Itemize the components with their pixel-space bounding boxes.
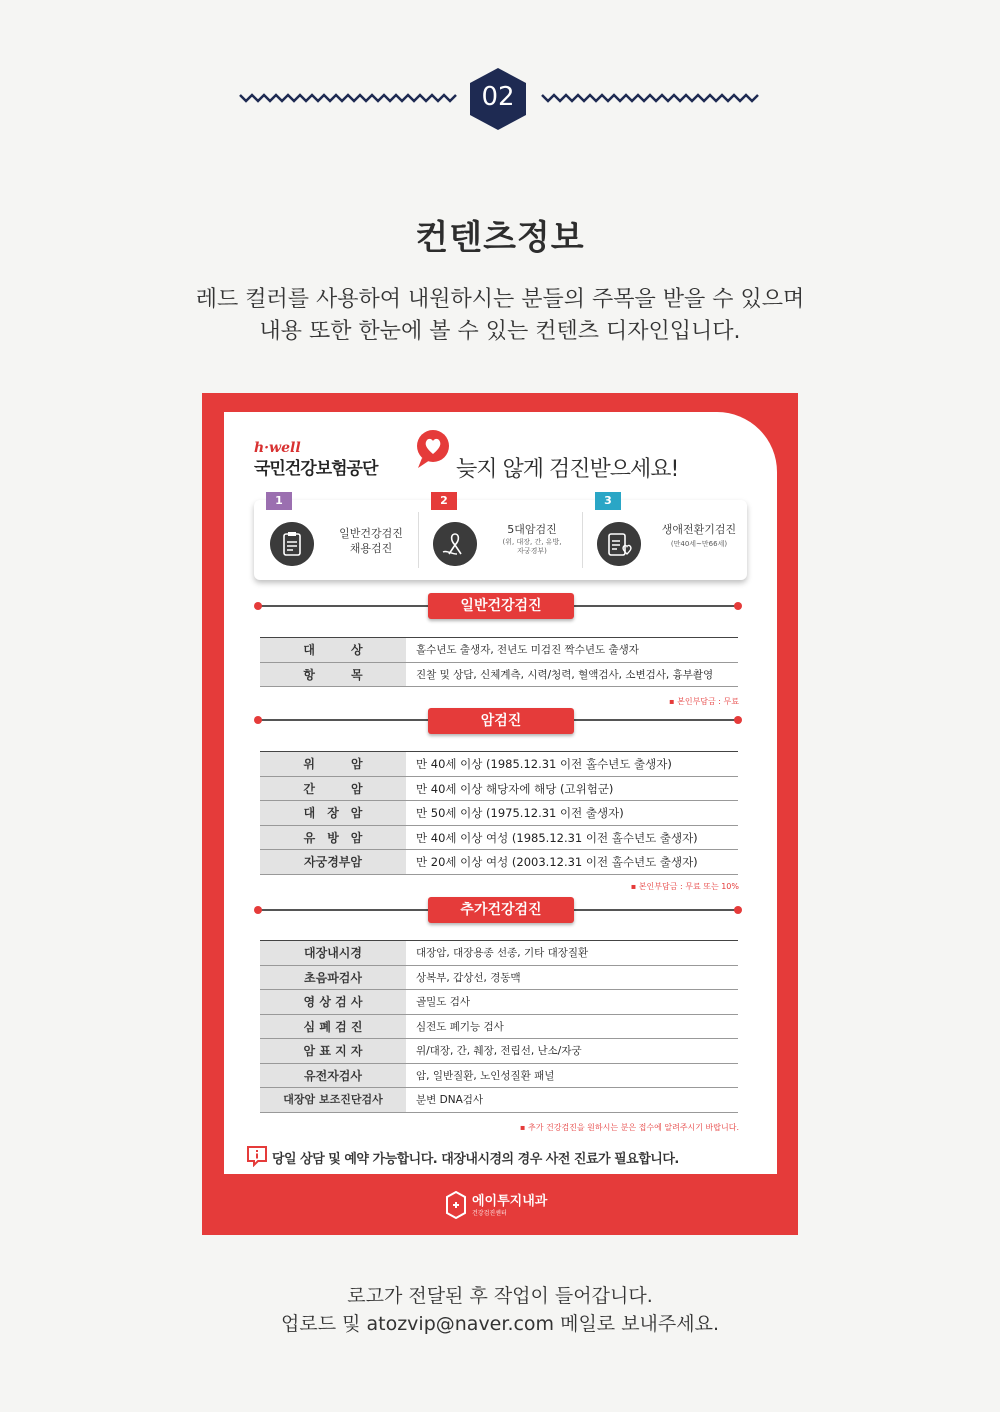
- table-row: [260, 777, 738, 802]
- category-label-line2: 채용검진: [349, 542, 393, 555]
- category-3: [583, 494, 747, 580]
- dot: [734, 716, 742, 724]
- table-row: [260, 941, 738, 966]
- dot: [254, 602, 262, 610]
- extra-note: ▪ 추가 건강검진을 원하시는 분은 접수에 알려주시기 바랍니다.: [520, 1123, 739, 1132]
- row-value: 대장암, 대장용종 선종, 기타 대장질환: [416, 947, 589, 959]
- info-icon: [246, 1145, 268, 1167]
- row-key: 유전자검사: [260, 1064, 406, 1088]
- row-value: 암, 일반질환, 노인성질환 패널: [416, 1069, 555, 1082]
- table-row: [260, 1064, 738, 1089]
- category-number: 3: [595, 492, 621, 510]
- category-label: 5대암검진: [507, 523, 557, 536]
- general-table: [260, 637, 738, 687]
- row-value: 분변 DNA검사: [416, 1094, 484, 1106]
- row-value: 만 20세 이상 여성 (2003.12.31 이전 홀수년도 출생자): [416, 855, 698, 869]
- heart-bubble-icon: [414, 428, 452, 470]
- row-value: 만 40세 이상 해당자에 해당 (고위험군): [416, 781, 614, 796]
- category-label: 생애전환기검진: [661, 523, 737, 536]
- bottom-notice: 당일 상담 및 예약 가능합니다. 대장내시경의 경우 사전 진료가 필요합니다.: [272, 1152, 679, 1167]
- row-value: 만 50세 이상 (1975.12.31 이전 출생자): [416, 806, 624, 820]
- category-sub: (위, 대장, 간, 유방, 자궁경부): [502, 538, 562, 555]
- clinic-name: 에이투지내과: [472, 1194, 548, 1209]
- table-row: [260, 663, 738, 688]
- row-value: 만 40세 이상 여성 (1985.12.31 이전 홀수년도 출생자): [416, 830, 698, 845]
- row-value: 만 40세 이상 (1985.12.31 이전 홀수년도 출생자): [416, 757, 672, 771]
- category-1: [254, 494, 418, 580]
- row-key: 대장내시경: [260, 941, 406, 965]
- section-title-general: 일반건강검진: [428, 593, 574, 619]
- table-row: [260, 1015, 738, 1040]
- cancer-table: [260, 751, 738, 875]
- row-value: 골밀도 검사: [416, 996, 471, 1008]
- general-note: ▪ 본인부담금 : 무료: [669, 697, 739, 706]
- page-description: [0, 284, 1000, 348]
- row-key: 초음파검사: [260, 966, 406, 990]
- poster-headline: 늦지 않게 검진받으세요!: [456, 457, 679, 482]
- cancer-note: ▪ 본인부담금 : 무료 또는 10%: [630, 882, 739, 891]
- poster-sheet: [224, 412, 777, 1174]
- clinic-sub: 건강검진센터: [472, 1210, 507, 1217]
- table-row: [260, 850, 738, 875]
- row-key: 자궁경부암: [260, 850, 406, 874]
- brand-name: 국민건강보험공단: [254, 459, 378, 479]
- table-row: [260, 966, 738, 991]
- row-value: 위/대장, 간, 췌장, 전립선, 난소/자궁: [416, 1045, 582, 1057]
- dot: [254, 716, 262, 724]
- description-line-2: 내용 또한 한눈에 볼 수 있는 컨텐츠 디자인입니다.: [259, 319, 741, 344]
- badge-number: 02: [481, 82, 515, 112]
- row-key: 유 방 암: [260, 826, 406, 850]
- table-row: [260, 801, 738, 826]
- table-row: [260, 1088, 738, 1113]
- row-key: 영 상 검 사: [260, 990, 406, 1014]
- section-badge: [0, 68, 1000, 132]
- clinic-logo-icon: [446, 1191, 466, 1219]
- row-key: 항 목: [260, 663, 406, 687]
- brand-tagline: h·well: [254, 440, 301, 456]
- table-row: [260, 752, 738, 777]
- category-number: 1: [266, 492, 292, 510]
- row-key: 암 표 지 자: [260, 1039, 406, 1063]
- heart-checklist-icon: [597, 522, 641, 566]
- row-key: 심 폐 검 진: [260, 1015, 406, 1039]
- table-row: [260, 638, 738, 663]
- section-title-cancer: 암검진: [428, 708, 574, 734]
- category-label: [326, 526, 416, 556]
- table-row: [260, 990, 738, 1015]
- row-value: 상복부, 갑상선, 경동맥: [416, 971, 521, 984]
- category-2: [419, 494, 583, 580]
- page-title: 컨텐츠정보: [415, 218, 585, 258]
- row-key: 대장암 보조진단검사: [260, 1088, 406, 1112]
- row-key: 위 암: [260, 752, 406, 776]
- section-title-extra: 추가건강검진: [428, 897, 574, 923]
- row-value: 홀수년도 출생자, 전년도 미검진 짝수년도 출생자: [416, 644, 639, 656]
- category-label-line1: 일반건강검진: [339, 527, 403, 540]
- row-value: 심전도 폐기능 검사: [416, 1020, 504, 1033]
- row-key: 간 암: [260, 777, 406, 801]
- clipboard-icon: [270, 522, 314, 566]
- category-number: 2: [431, 492, 457, 510]
- row-key: 대 상: [260, 638, 406, 662]
- bottom-instructions: [0, 1282, 1000, 1338]
- ribbon-icon: [433, 522, 477, 566]
- poster: [202, 393, 798, 1235]
- dot: [734, 906, 742, 914]
- table-row: [260, 826, 738, 851]
- table-row: [260, 1039, 738, 1064]
- category-panel: [254, 494, 747, 580]
- instruction-line-2: 업로드 및 atozvip@naver.com 메일로 보내주세요.: [280, 1313, 720, 1335]
- description-line-1: 레드 컬러를 사용하여 내원하시는 분들의 주목을 받을 수 있으며: [195, 287, 805, 312]
- category-sub: (만40세~만66세): [670, 540, 728, 548]
- dot: [254, 906, 262, 914]
- instruction-line-1: 로고가 전달된 후 작업이 들어갑니다.: [347, 1285, 653, 1307]
- dot: [734, 602, 742, 610]
- row-key: 대 장 암: [260, 801, 406, 825]
- extra-table: [260, 940, 738, 1113]
- row-value: 진찰 및 상담, 신체계측, 시력/청력, 혈액검사, 소변검사, 흉부촬영: [416, 668, 714, 681]
